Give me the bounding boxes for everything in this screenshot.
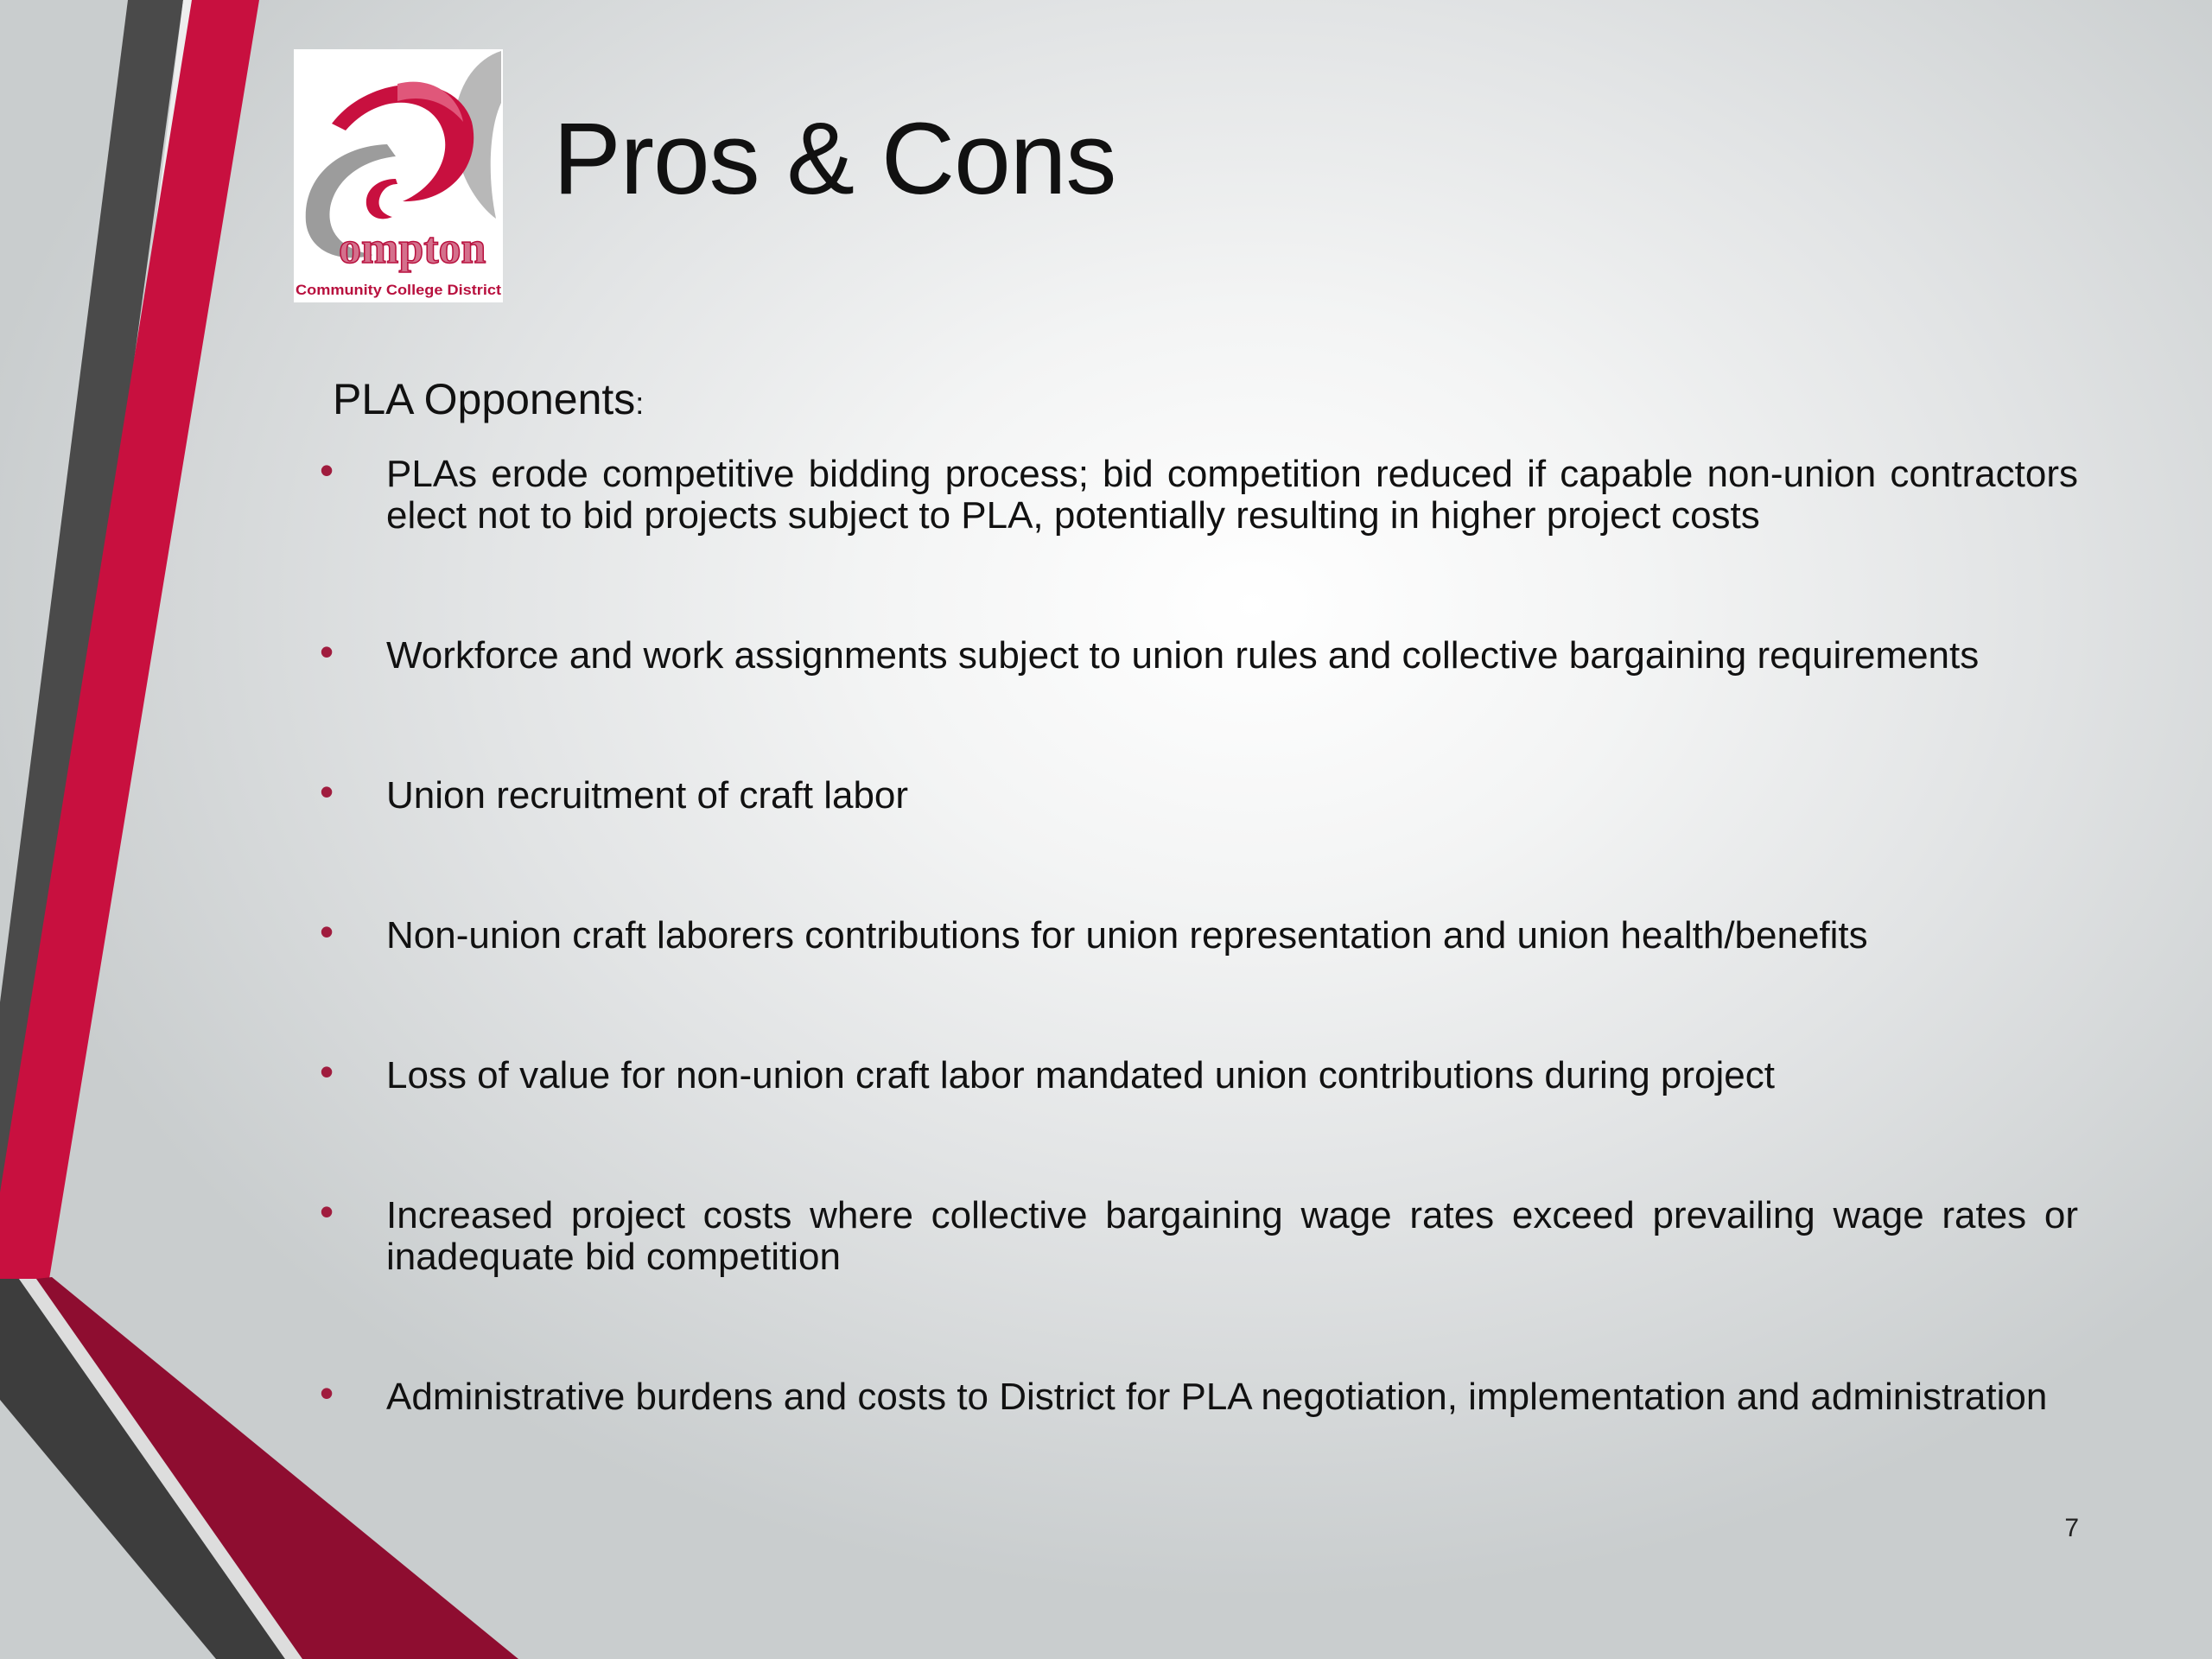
bullet-text: PLAs erode competitive bidding process; bid competition reduced if capable non-union contractors elect not to bid projects subject to PLA, potentially resulting in higher project costs [386,453,2078,537]
bullet-item [315,909,2078,957]
bullet-dot-icon: • [320,1189,334,1234]
bullet-item [315,629,2078,677]
bullet-dot-icon: • [320,1049,334,1094]
bullet-text: Increased project costs where collective bargaining wage rates exceed prevailing wage rates or inadequate bid competition [386,1194,2078,1278]
bullet-item [315,769,2078,817]
subheading [333,376,644,423]
bullet-text: Loss of value for non-union craft labor mandated union contributions during project [386,1054,1775,1096]
bullet-dot-icon: • [320,629,334,674]
logo-tagline: Community College District [296,282,502,298]
logo-wordmark: ompton [339,224,486,273]
bullet-dot-icon: • [320,769,334,814]
bullet-item [315,1049,2078,1096]
slide-title: Pros & Cons [553,102,1116,216]
subheading-text: PLA Opponents [333,375,636,423]
subheading-colon: : [635,385,645,421]
bullet-item [315,1370,2078,1418]
bullet-dot-icon: • [320,909,334,954]
bullet-dot-icon: • [320,448,334,493]
bullet-text: Administrative burdens and costs to District for PLA negotiation, implementation and administration [386,1376,2048,1418]
compton-college-logo [294,49,503,302]
bullet-text: Union recruitment of craft labor [386,774,909,817]
bullet-text: Non-union craft laborers contributions for union representation and union health/benefits [386,914,1868,957]
bullet-item [315,1189,2078,1278]
bullet-text: Workforce and work assignments subject to union rules and collective bargaining requirements [386,634,1980,677]
page-number: 7 [2064,1514,2079,1542]
bullet-item [315,448,2078,537]
bullet-dot-icon: • [320,1370,334,1415]
